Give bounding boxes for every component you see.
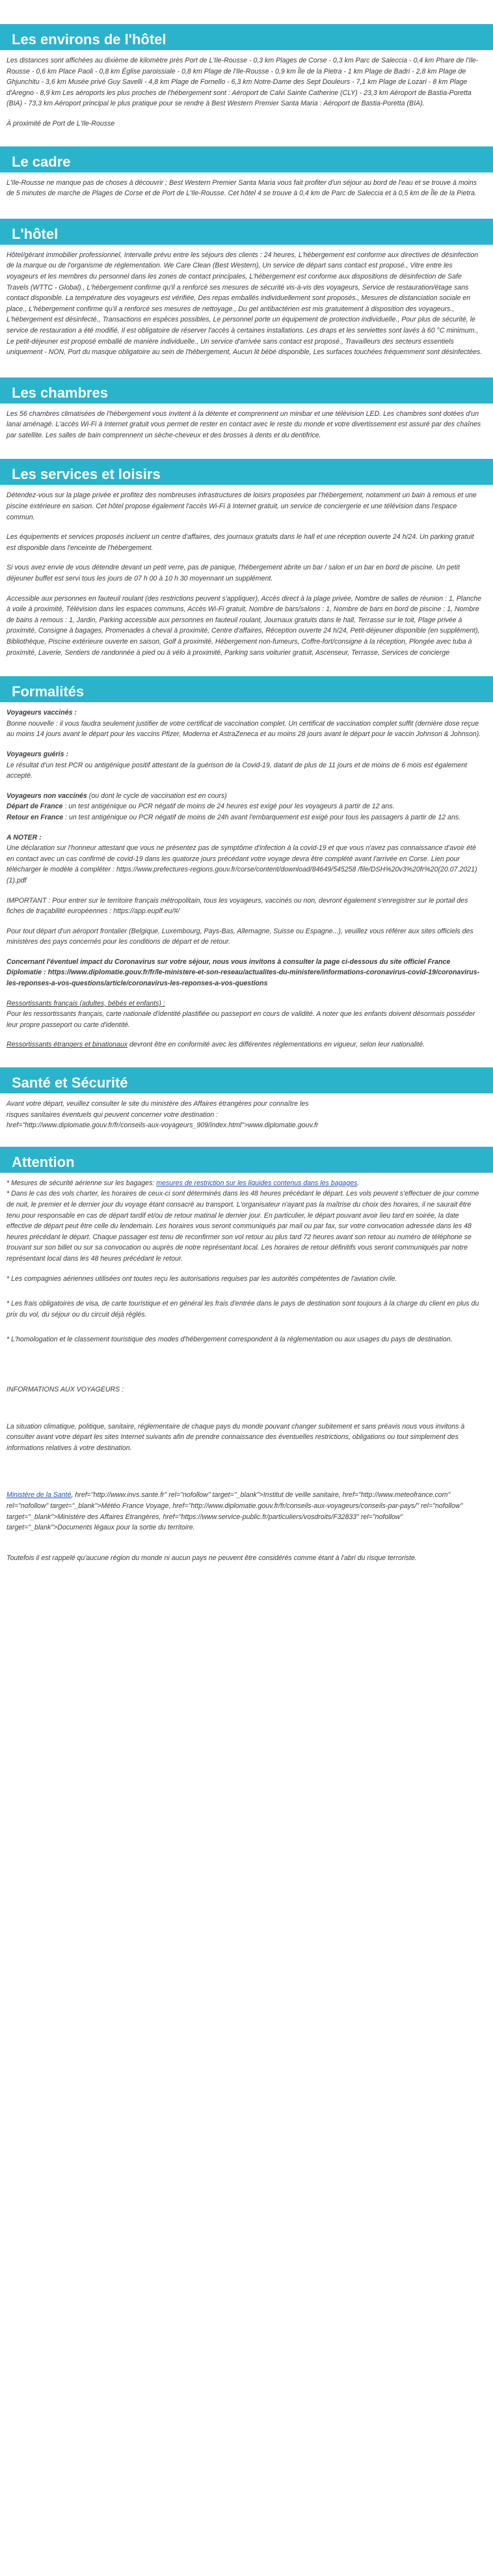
gueris-heading: Voyageurs guéris : bbox=[7, 750, 68, 758]
environs-distances: Les distances sont affichées au dixième de kilomètre près Port de L'Ile-Rousse - 0,3 km Plages de Corse - 0,3 km Parc de Saleccia - 0,4 km Phare de l'Ile-Rousse - 0,6 km Place Paoli - 0,8 km Église paroissiale - 0,8 km Plage de l'Ile-Rousse - 0,9 km Île de la Pietra - 1 km Plage de Badri - 2,8 km Plage de Ghjunchitu - 3,6 km Musée privé Guy Savelli - 4,8 km Plage de Fornello - 6,3 km Notre-Dame des Sept Douleurs - 7,1 km Plage de Lozari - 8 km Plage d'Aregno - 8,9 km Les aéroports les plus proches de l'hébergement sont : Aéroport de Calvi Sainte Catherine (CLY) - 23,3 km Aéroport de Bastia-Poretta (BIA) - 73,3 km Aéroport principal le plus pratique pour se rendre à Best Western Premier Santa Maria : Aéroport de Bastia-Poretta (BIA). bbox=[7, 57, 479, 108]
mesures-liquides-link[interactable]: mesures de restriction sur les liquides contenus dans les bagages bbox=[156, 1179, 358, 1187]
attention-liens bbox=[7, 1490, 484, 1533]
page bbox=[0, 24, 493, 1563]
mesures-prefix: * Mesures de sécurité aérienne sur les bagages: bbox=[7, 1179, 157, 1187]
section-title-cadre: Le cadre bbox=[0, 146, 493, 172]
ministere-sante-link[interactable]: Ministère de la Santé bbox=[7, 1491, 72, 1500]
gueris-text: Le résultat d'un test PCR ou antigénique positif attestant de la guérison de la Covid-19, datant de plus de 11 jours et de moins de 6 mois est également accepté. bbox=[7, 761, 467, 780]
depart-text: : un test antigénique ou PCR négatif de moins de 24 heures est exigé pour les voyageurs à partir de 12 ans. bbox=[62, 802, 395, 811]
section-body-hotel bbox=[0, 245, 493, 358]
non-vaccines-note: (ou dont le cycle de vaccination est en cours) bbox=[87, 791, 227, 800]
section-attention bbox=[0, 1147, 493, 1563]
attention-info-heading: INFORMATIONS AUX VOYAGEURS : bbox=[7, 1385, 124, 1393]
hotel-text: Hôtel/gérant immobilier professionnel, Intervalle prévu entre les séjours des clients : 24 heures, L'hébergement est conforme aux directives de désinfection de la marque ou de l'organisme de réglementation. We Care Clean (Best Western), Un service de départ sans contact est proposé., Vitre entre les voyageurs et les membres du personnel dans les zones de contact principales, L'hébergement est conforme aux dispositions de désinfection de Safe Travels (WTTC - Global)., L'hébergement confirme qu'il a renforcé ses mesures de sécurité vis-à-vis des voyageurs, Service de restauration/étage sans contact disponible. La température des voyageurs est vérifiée, Des repas emballés individuellement sont proposés., Mesures de distanciation sociale en place., L'hébergement confirme qu'il a renforcé ses mesures de nettoyage., Du gel antibactérien est mis gratuitement à disposition des voyageurs., L'hébergement est désinfecté., Transactions en espèces possibles, Le personnel porte un équipement de protection individuelle., Pour plus de sécurité, le service de restauration a été modifié, Il est obligatoire de réserver l'accès à certaines installations. Les draps et les serviettes sont lavés à 60 °C minimum., Le petit-déjeuner est proposé emballé de manière individuelle., Un service d'arrivée sans contact est proposé., Travailleurs des secteurs essentiels uniquement - NON, Port du masque obligatoire au sein de l'hébergement, Aucun lit bébé disponible, Les surfaces touchées fréquemment sont désinfectées. bbox=[7, 251, 483, 357]
formalites-a-noter bbox=[7, 832, 484, 886]
section-environs bbox=[0, 24, 493, 130]
section-body-services bbox=[0, 485, 493, 658]
formalites-vaccines bbox=[7, 707, 484, 740]
section-title-services: Les services et loisirs bbox=[0, 459, 493, 485]
formalites-frontiere: Pour tout départ d'un aéroport frontalier (Belgique, Luxembourg, Pays-Bas, Allemagne, Suisse ou Espagne...), veuillez vous référer aux sites officiels des ministères des pays concernés pour les conditions de départ et de retour. bbox=[7, 927, 473, 946]
attention-homologation: * L'homologation et le classement touristique des modes d'hébergement correspondent à la réglementation ou aux usages du pays de destination. bbox=[7, 1336, 453, 1344]
section-formalites bbox=[0, 676, 493, 1050]
section-title-environs: Les environs de l'hôtel bbox=[0, 24, 493, 50]
liens-text: , href="http://www.invs.sante.fr" rel="nofollow" target="_blank">Institut de veille sanitaire, href="http://www.meteofrance.com" rel="nofollow" target="_blank">Météo France Voyage, href="http://www.diplomatie.gouv.fr/fr/conseils-aux-voyageurs/conseils-par-pays/" rel="nofollow" target="_blank">Ministère des Affaires Etrangères, href="https://www.service-public.fr/particuliers/vosdroits/F32833" rel="nofollow" target="_blank">Documents légaux pour la sortie du territoire. bbox=[7, 1491, 463, 1532]
attention-vols-charter: * Dans le cas des vols charter, les horaires de ceux-ci sont déterminés dans les 48 heures précédant le départ. Les vols peuvent s'effectuer de jour comme de nuit, le premier et le dernier jour du voyage étant consacré au transport. L'organisateur n'ayant pas la maîtrise du choix des horaires, il ne saurait être tenu pour responsable en cas de départ tardif et/ou de retour matinal le dernier jour. En particulier, le départ pouvant avoir lieu tard en soirée, la date effective de départ peut être celle du lendemain. Les horaires vous seront communiqués par mail ou par fax, sur votre convocation adressée dans les 48 heures précédant le départ. Chaque passager est tenu de reconfirmer son vol retour au plus tard 72 heures avant son retour au numéro de téléphone se trouvant sur son billet ou sur sa convocation ou auprès de notre représentant local. Les horaires de retour définitifs vous seront communiqués par notre représentant local dans les 48 heures précédant le retour. bbox=[7, 1190, 479, 1263]
sante-text: Avant votre départ, veuillez consulter le site du ministère des Affaires étrangères pour connaître les risques sanitaires éventuels qui peuvent concerner votre destination : href="http://www.diplomatie.gouv.fr/fr/conseils-aux-voyageurs_909/index.html">www.diplomatie.gouv.fr bbox=[7, 1100, 319, 1130]
mesures-suffix: . bbox=[357, 1179, 360, 1187]
depart-heading: Départ de France bbox=[7, 802, 63, 811]
retour-text: : un test antigénique ou PCR négatif de moins de 24h avant l'embarquement est exigé pour tous les passagers à partir de 12 ans. bbox=[63, 813, 461, 821]
a-noter-text: Une déclaration sur l'honneur attestant que vous ne présentez pas de symptôme d'infection à la covid-19 et que vous n'avez pas connaissance d'avoir été en contact avec un cas confirmé de covid-19 dans les quatorze jours précédant votre voyage devra être complété avant l'arrivée en Corse. Lien pour télécharger le modèle à compléter : https://www.prefectures-regions.gouv.fr/corse/content/download/84649/545258 /file/DSH%20v3%20fr%20(20.07.2021)(1).pdf bbox=[7, 844, 477, 884]
vaccines-heading: Voyageurs vaccinés : bbox=[7, 709, 77, 717]
services-text-3: Si vous avez envie de vous détendre devant un petit verre, pas de panique, l'hébergement abrite un bar / salon et un bar en bord de piscine. Un petit déjeuner buffet est servi tous les jours de 07 h 00 à 10 h 30 moyennant un supplément. bbox=[7, 564, 460, 583]
section-body-sante bbox=[0, 1093, 493, 1131]
ress-etr-text: devront être en conformité avec les différentes réglementations en vigueur, selon leur nationalité. bbox=[127, 1041, 425, 1049]
environs-proximite: À proximité de Port de L'Ile-Rousse bbox=[7, 119, 115, 128]
section-body-attention bbox=[0, 1173, 493, 1563]
section-hotel bbox=[0, 219, 493, 358]
attention-situation: La situation climatique, politique, sanitaire, réglementaire de chaque pays du monde pouvant changer subitement et sans préavis nous vous invitons à consulter avant votre départ les sites Internet suivants afin de prendre connaissance des éventuelles restrictions, obligations ou tout simplement des informations relatives à votre destination. bbox=[7, 1422, 465, 1452]
retour-heading: Retour en France bbox=[7, 813, 64, 821]
formalites-gueris bbox=[7, 749, 484, 782]
attention-frais: * Les frais obligatoires de visa, de carte touristique et en général les frais d'entrée dans le pays de destination sont toujours à la charge du client en plus du prix du vol, du séjour ou du circuit déjà réglés. bbox=[7, 1300, 479, 1319]
section-body-formalites bbox=[0, 702, 493, 1050]
section-body-cadre bbox=[0, 172, 493, 199]
formalites-ressortissants-etrangers bbox=[7, 1039, 484, 1050]
section-title-sante: Santé et Sécurité bbox=[0, 1067, 493, 1093]
cadre-text: L'Ile-Rousse ne manque pas de choses à découvrir ; Best Western Premier Santa Maria vous fait profiter d'un séjour au bord de l'eau et se trouve à moins de 5 minutes de marche de Plages de Corse et de Port de L'Ile-Rousse. Cet hôtel 4 se trouve à 0,4 km de Parc de Saleccia et à 0,5 km de Île de la Pietra. bbox=[7, 178, 477, 198]
section-body-environs bbox=[0, 50, 493, 130]
non-vaccines-heading: Voyageurs non vaccinés bbox=[7, 791, 87, 800]
services-text-2: Les équipements et services proposés incluent un centre d'affaires, des journaux gratuits dans le hall et une réception ouverte 24 h/24. Un parking gratuit est disponible dans l'enceinte de l'hébergement. bbox=[7, 533, 474, 552]
section-title-attention: Attention bbox=[0, 1147, 493, 1173]
ress-etr-heading: Ressortissants étrangers et binationaux bbox=[7, 1041, 128, 1049]
services-text-1: Détendez-vous sur la plage privée et profitez des nombreuses infrastructures de loisirs proposées par l'hébergement, notamment un bain à remous et une piscine extérieure en saison. Cet hôtel propose également l'accès Wi-Fi à Internet gratuit, un service de conciergerie et une télévision dans l'espace commun. bbox=[7, 491, 477, 521]
section-title-hotel: L'hôtel bbox=[0, 219, 493, 245]
ress-fr-text: Pour les ressortissants français, carte nationale d'identité plastifiée ou passeport en cours de validité. A noter que les enfants doivent désormais posséder leur propre passeport ou carte d'identité. bbox=[7, 1010, 475, 1029]
section-services bbox=[0, 459, 493, 658]
formalites-ressortissants-francais bbox=[7, 998, 484, 1031]
a-noter-heading: A NOTER : bbox=[7, 833, 42, 842]
section-chambres bbox=[0, 377, 493, 441]
concernant-text: Concernant l'éventuel impact du Coronavirus sur votre séjour, nous vous invitons à consulter la page ci-dessous du site officiel France Diplomatie : https://www.diplomatie.gouv.fr/fr/le-ministere-et-son-reseau/actualites-du-ministere/informations-coronavirus-covid-19/coronavirus-les-reponses-a-vos-questions/article/coronavirus-les-reponses-a-vos-questions bbox=[7, 957, 480, 988]
formalites-important: IMPORTANT : Pour entrer sur le territoire français métropolitain, tous les voyageurs, vaccinés ou non, devront également s'enregistrer sur le portail des fiches de traçabilité européennes : https://app.euplf.eu/#/ bbox=[7, 896, 468, 916]
section-cadre bbox=[0, 146, 493, 199]
section-body-chambres bbox=[0, 404, 493, 441]
attention-compagnies: * Les compagnies aériennes utilisées ont toutes reçu les autorisations requises par les autorités compétentes de l'aviation civile. bbox=[7, 1274, 397, 1283]
ress-fr-heading: Ressortissants français (adultes, bébés et enfants) : bbox=[7, 999, 165, 1007]
vaccines-text: Bonne nouvelle : il vous faudra seulement justifier de votre certificat de vaccination complet. Un certificat de vaccination complet suffit (dernière dose reçue au moins 14 jours avant le départ pour les vaccins Pfizer, Moderna et AstraZeneca et au moins 28 jours avant le départ pour le vaccin Johnson & Johnson). bbox=[7, 719, 481, 739]
services-text-4: Accessible aux personnes en fauteuil roulant (des restrictions peuvent s'appliquer), Accès direct à la plage privée, Nombre de salles de réunion : 1, Planche à voile à proximité, Télévision dans les espaces communs, Accès Wi-Fi gratuit, Nombre de bars/salons : 1, Nombre de bars en bord de piscine : 1, Nombre de bains à remous : 1, Jardin, Parking accessible aux personnes en fauteuil roulant, Journaux gratuits dans le hall, Terrasse sur le toit, Plage privée à proximité, Consigne à bagages, Promenades à cheval à proximité, Centre d'affaires, Réception ouverte 24 h/24, Petit-déjeuner disponible (en supplément), Bibliothèque, Piscine extérieure ouverte en saison, Golf à proximité, Hébergement non-fumeurs, Coffre-fort/consigne à la réception, Plongée avec tuba à proximité, Laverie, Sentiers de randonnée à pied ou à vélo à proximité, Parking sans voiturier gratuit, Ascenseur, Terrasse, Services de concierge bbox=[7, 594, 482, 657]
chambres-text: Les 56 chambres climatisées de l'hébergement vous invitent à la détente et comprennent un minibar et une télévision LED. Les chambres sont dotées d'un lanai aménagé. L'accès Wi-Fi à Internet gratuit vous permet de rester en contact avec le reste du monde et votre divertissement est assuré par des chaînes par satellite. Les salles de bain comprennent un sèche-cheveux et des brosses à dents et du dentifrice. bbox=[7, 409, 481, 439]
formalites-non-vaccines bbox=[7, 791, 484, 823]
section-title-chambres: Les chambres bbox=[0, 377, 493, 404]
attention-toutefois: Toutefois il est rappelé qu'aucune région du monde ni aucun pays ne peuvent être considérés comme étant à l'abri du risque terroriste. bbox=[7, 1554, 417, 1562]
attention-mesures bbox=[7, 1178, 484, 1189]
section-sante bbox=[0, 1067, 493, 1131]
formalites-concernant bbox=[7, 957, 484, 989]
section-title-formalites: Formalités bbox=[0, 676, 493, 702]
